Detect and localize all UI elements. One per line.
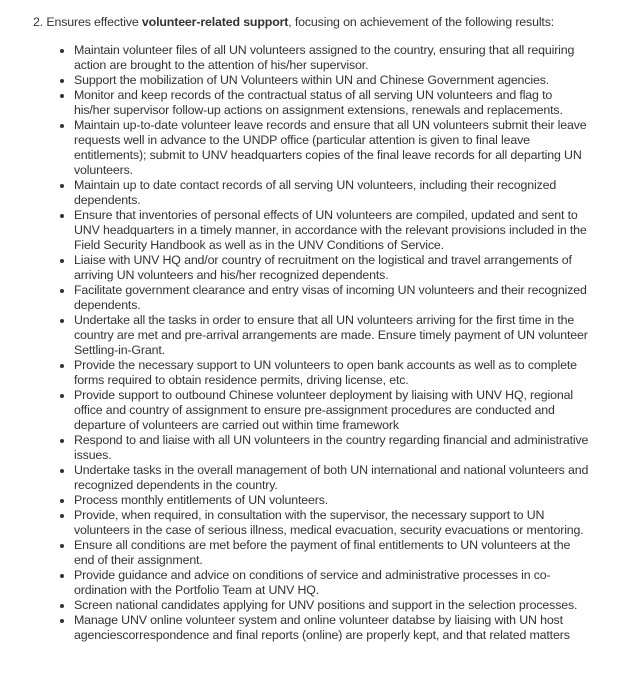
list-item — [74, 493, 590, 508]
bullet-icon — [60, 364, 64, 368]
list-item — [74, 388, 590, 433]
list-item-text: Maintain up to date contact records of all serving UN volunteers, including their recognized dependents. — [74, 178, 557, 207]
bullet-icon — [60, 544, 64, 548]
bullet-icon — [60, 394, 64, 398]
list-item — [74, 118, 590, 178]
bullet-icon — [60, 124, 64, 128]
list-item-text: Monitor and keep records of the contractual status of all serving UN volunteers and flag to his/her supervisor follow-up actions on assignment extensions, renewals and replacements. — [74, 88, 563, 117]
list-item-text: Ensure all conditions are met before the payment of final entitlements to UN volunteers at the end of their assignment. — [74, 538, 571, 567]
list-item-text: Respond to and liaise with all UN volunteers in the country regarding financial and administrative issues. — [74, 433, 589, 462]
list-item-text: Process monthly entitlements of UN volunteers. — [74, 493, 329, 507]
list-item — [74, 283, 590, 313]
section-heading — [33, 15, 603, 30]
list-item-text: Provide, when required, in consultation with the supervisor, the necessary support to UN volunteers in the case of serious illness, medical evacuation, security evacuations or mentoring. — [74, 508, 584, 537]
section-bold-phrase: volunteer-related support — [141, 15, 289, 29]
list-item-text: Screen national candidates applying for UNV positions and support in the selection processes. — [74, 598, 578, 612]
list-item — [74, 178, 590, 208]
bullet-icon — [60, 514, 64, 518]
list-item-text: Undertake tasks in the overall management of both UN international and national volunteers and recognized dependents in the country. — [74, 463, 589, 492]
bullet-icon — [60, 214, 64, 218]
list-item — [74, 508, 590, 538]
list-item-text: Undertake all the tasks in order to ensure that all UN volunteers arriving for the first time in the country are met and pre-arrival arrangements are made. Ensure timely payment of UN volunteer Settling-in-Grant. — [74, 313, 588, 357]
bullet-icon — [60, 79, 64, 83]
list-item — [74, 73, 590, 88]
bullet-icon — [60, 604, 64, 608]
results-list — [33, 43, 590, 643]
list-item — [74, 538, 590, 568]
list-item — [74, 613, 590, 643]
list-item-text: Provide guidance and advice on conditions of service and administrative processes in co-ordination with the Portfolio Team at UNV HQ. — [74, 568, 551, 597]
list-item — [74, 208, 590, 253]
list-item-text: Manage UNV online volunteer system and online volunteer databse by liaising with UN host agenciescorrespondence and final reports (online) are properly kept, and that related matters — [74, 613, 570, 642]
list-item-text: Maintain volunteer files of all UN volunteers assigned to the country, ensuring that all requiring action are brought to the attention of his/her supervisor. — [74, 43, 575, 72]
list-item — [74, 433, 590, 463]
section-prefix: Ensures effective — [46, 15, 139, 29]
list-item — [74, 568, 590, 598]
bullet-icon — [60, 469, 64, 473]
bullet-icon — [60, 619, 64, 623]
list-item — [74, 253, 590, 283]
list-item-text: Facilitate government clearance and entry visas of incoming UN volunteers and their recognized dependents. — [74, 283, 587, 312]
bullet-icon — [60, 49, 64, 53]
list-item — [74, 88, 590, 118]
list-item — [74, 598, 590, 613]
bullet-icon — [60, 439, 64, 443]
bullet-icon — [60, 319, 64, 323]
bullet-icon — [60, 574, 64, 578]
list-item-text: Liaise with UNV HQ and/or country of recruitment on the logistical and travel arrangements of arriving UN volunteers and his/her recognized dependents. — [74, 253, 572, 282]
list-item — [74, 358, 590, 388]
list-item-text: Ensure that inventories of personal effects of UN volunteers are compiled, updated and sent to UNV headquarters in a timely manner, in accordance with the relevant provisions included in the Field Security Handbook as well as in the UNV Conditions of Service. — [74, 208, 587, 252]
bullet-icon — [60, 259, 64, 263]
section-number: 2. — [33, 15, 44, 29]
section-suffix: , focusing on achievement of the following results: — [288, 15, 555, 29]
bullet-icon — [60, 94, 64, 98]
list-item-text: Maintain up-to-date volunteer leave records and ensure that all UN volunteers submit their leave requests well in advance to the UNDP office (particular attention is given to final leave entitlements); submit to UNV headquarters copies of the final leave records for all departing UN volunteers. — [74, 118, 587, 177]
list-item — [74, 463, 590, 493]
list-item-text: Provide support to outbound Chinese volunteer deployment by liaising with UNV HQ, regional office and country of assignment to ensure pre-assignment procedures are conducted and departure of volunteers are carried out within time framework — [74, 388, 573, 432]
list-item-text: Support the mobilization of UN Volunteers within UN and Chinese Government agencies. — [74, 73, 550, 87]
bullet-icon — [60, 499, 64, 503]
list-item-text: Provide the necessary support to UN volunteers to open bank accounts as well as to complete forms required to obtain residence permits, driving license, etc. — [74, 358, 577, 387]
bullet-icon — [60, 289, 64, 293]
list-item — [74, 43, 590, 73]
list-item — [74, 313, 590, 358]
bullet-icon — [60, 184, 64, 188]
